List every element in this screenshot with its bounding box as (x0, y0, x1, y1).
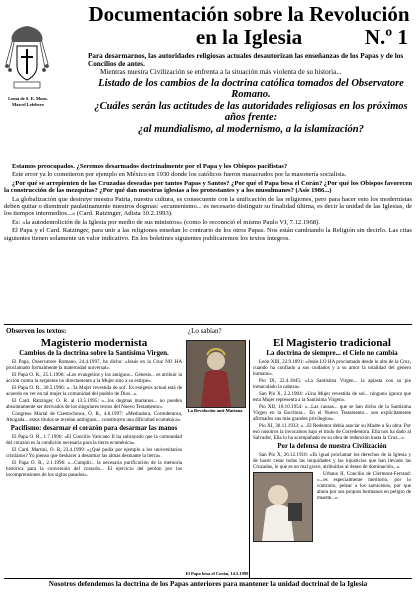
right-heading: El Magisterio tradicional (273, 337, 391, 349)
left-quote-4: El Card. Ratzinger, O. R. al 13.5.1995: «...los dogmas marianos... no pueden absolutamente ser derivados de los singulares textos del Nuevo Testamento». (6, 398, 182, 410)
right-quote-4: Pío XII, 18.10.1954: «...Las causas... que se han dicho de la Santísima Virgen en la Escritura... En el Nuevo Testamento... son explícitamente afirmados sus más grandes privilegios». (253, 404, 411, 422)
title-line-1: Documentación sobre la Revolución (88, 2, 410, 26)
sabian-label: ¿Lo sabían? (188, 327, 222, 335)
left-quote-8: El Papa O. R., 2.1.1996: «...Cumplir... la necesaria purificación de la memoria histórica para la conversión del corazón... El ejercicio del perdón por los incomprensiones de los siglos pasados». (6, 460, 182, 479)
coat-caption: Lema de S. E. Mons. Marcel Lefebvre (8, 96, 48, 107)
right-quote-5: Pío XI, 30.11.1933: «...El Redentor debía asociar su Madre a Su obra. Por eso nosotros la invocamos bajo el título de Corredentora. Ella nos ha dado al Salvador, Ella lo ha acompañado en su obra de redención hasta la Cruz...». (253, 423, 411, 441)
left-quote-3: El Papa O. R., 30.5.1996: «...'la Mujer revestida de sol'. Es exégesis actual está de acuerdo en ver en tal mujer la comunidad del pueblo de Dios...». (6, 385, 182, 397)
right-column (253, 337, 411, 577)
page-title (86, 3, 412, 49)
issue-number: N.º 1 (364, 25, 408, 49)
intro-block (88, 52, 414, 136)
right-quote-1: León XIII, 22.9.1891: «Jesús LO HA proclamado desde lo alto de la Cruz, cuando ha confiado a sus cuidados y a su amor la totalidad del género humano». (253, 359, 411, 377)
intro-text: Mientras nuestra Civilización se enfrenta a la situación más violenta de su historia... (100, 68, 342, 77)
right-photo-wrap (253, 472, 313, 542)
left-quote-1: El Papa, Osservatore Romano, 24.4.1997, ha dicho: «Jesús en la Cruz NO HA proclamado formalmente la maternidad universal». (6, 359, 182, 371)
body-p3: ¿Por qué se arrepienten de las Cruzadas deseadas por tantos Papas y Santos? ¿Por qué el Papa besa el Corán? ¿Por qué los Obispos favorecen la construcción de las mezquitas? ¿Por qué dan nuestras iglesias a los protestantes y a los musulmanes? (Asís 1986...) (4, 179, 412, 195)
body-p4: La globalización que destruye nuestra Patria, nuestra cultura, es consecuente con la unificación de las religiones, pero para hacer esto los modernistas deben quitar o disminuir paulatinamente nuestros dogmas: «ecumenismo... es necesario distinguir su finalidad última, es decir la unidad de las Iglesias, de los tiempos intermedios...» (Card. Ratzinger, Adista 10.2.1993). (4, 195, 412, 218)
right-subheading: La doctrina de siempre... el Cielo no cambia (266, 349, 398, 357)
main-body (4, 163, 412, 243)
body-p6: El Papa y el Card. Ratzinger, para unir a las religiones enseñan lo contrario de los otros Papas. Nos están cambiando la Religión sin decirlo. Las citas siguientes tienen solamente un valor indicativo. En los boletines siguientes publicaremos los textos íntegros. (4, 227, 412, 242)
coat-of-arms-icon (4, 24, 50, 96)
divider (4, 324, 412, 325)
left-quote-2: El Papa O. R., 25.1.1996: «Los evangelios y los antiguos... Génesis... es atribuir la acción contra la serpiente no directamente a la Mujer sino a su estirpe». (6, 372, 182, 384)
left-quote-5: Congreso Marial de Czestochowa, O. R., 4.6.1997: «Mediadora, Corredentora, Abogada... estos títulos se revelan ambiguos... constituyen una dificultad ecuménica». (6, 411, 182, 423)
left-column (6, 337, 182, 577)
photo-caption: El Papa besa el Corán, 14.5.1999 (185, 571, 249, 576)
title-line-2: en la Iglesia (195, 25, 303, 49)
left-subheading: Cambios de la doctrina sobre la Santísima Virgen. (19, 349, 169, 357)
left-quote-6: El Papa O. R., 1.7.1996: «El Concilio Vaticano II ha subrayado que la comunidad del corazón es la condición necesaria para la tierra ecuménica». (6, 434, 182, 447)
right-quote-3: San Pío X, 2.2.1904: «Una Mujer revestida de sol... ninguno ignora que esta Mujer representa a la Santísima Virgen». (253, 391, 411, 403)
body-p2: Este error ya lo cometieron por ejemplo en México en 1930 donde los católicos fueron masacrados por la masonería socialista. (12, 171, 347, 179)
left-quote-7: El Card. Martini, O. R, 23.4.1999: «¿Qué podía por ejemplo a los universitarios cristianos? Yo pienso que deshacer a desarmar las almas desmante la tierra». (6, 447, 182, 460)
left-section-heading: Pacifismo: desarmar el corazón para desarmar las manos (10, 425, 178, 432)
body-p5: Es: «la autodemolición de la Iglesia por medio de sus ministros» (como lo reconoció el mismo Paulo VI, 7.12.1968). (12, 218, 320, 226)
intro-heading-2: ¿Cuáles serán las actitudes de las autoridades religiosas en los próximos años frente: (94, 100, 408, 123)
observe-label: Observen los textos: (6, 327, 67, 335)
right-section-heading: Por la defensa de nuestra Civilización (277, 443, 387, 450)
right-quote-2: Pío IX, 22.4.1845: «La Santísima Virgen... la aplasta con su pie inmaculado la cabeza». (253, 378, 411, 390)
anti-marian-caption: La Revolución anti-Mariana (187, 408, 243, 413)
intro-lead: Para desarmarnos, las autoridades religiosas actuales desautorizan las enseñanzas de los Papas y de los Concilios de antes. (88, 52, 404, 69)
right-quote-6: San Pío X, 26.12.1910: «Es igual proclamar los derechos de la Iglesia y de hacer cesar todas las iniquidades y las injusticias que han llevado las Cruzadas, lo que es un mal grave, atribuirlas al deseo de dominación...». (253, 452, 411, 471)
right-quote-7: Urbano II, Concilio de Clermont-Ferrand: «...es especialmente meritorio, por lo contrario, pelear a los sarracenos, por que ahora por sus propios hermanos en peligro de muerte...». (317, 471, 411, 502)
left-heading: Magisterio modernista (40, 337, 148, 349)
figure-icon (187, 341, 245, 407)
footer-divider (4, 578, 412, 579)
body-p1: Estamos preocupados. ¿Seremos desarmados doctrinalmente por el Papa y los Obispos pacifistas? (12, 163, 288, 170)
pope-photo-icon (254, 473, 312, 541)
anti-marian-image (186, 340, 246, 408)
column-divider (249, 340, 250, 578)
footer: Nosotros defendemos la doctrina de los Papas anteriores para mantener la unidad doctrinal de la Iglesia (48, 580, 368, 588)
intro-heading-1: Listado de los cambios de la doctrina católica tomados del Observatore Romano. (98, 77, 404, 100)
intro-heading-3: ¿al mundialismo, al modernismo, a la islamización? (138, 123, 364, 135)
